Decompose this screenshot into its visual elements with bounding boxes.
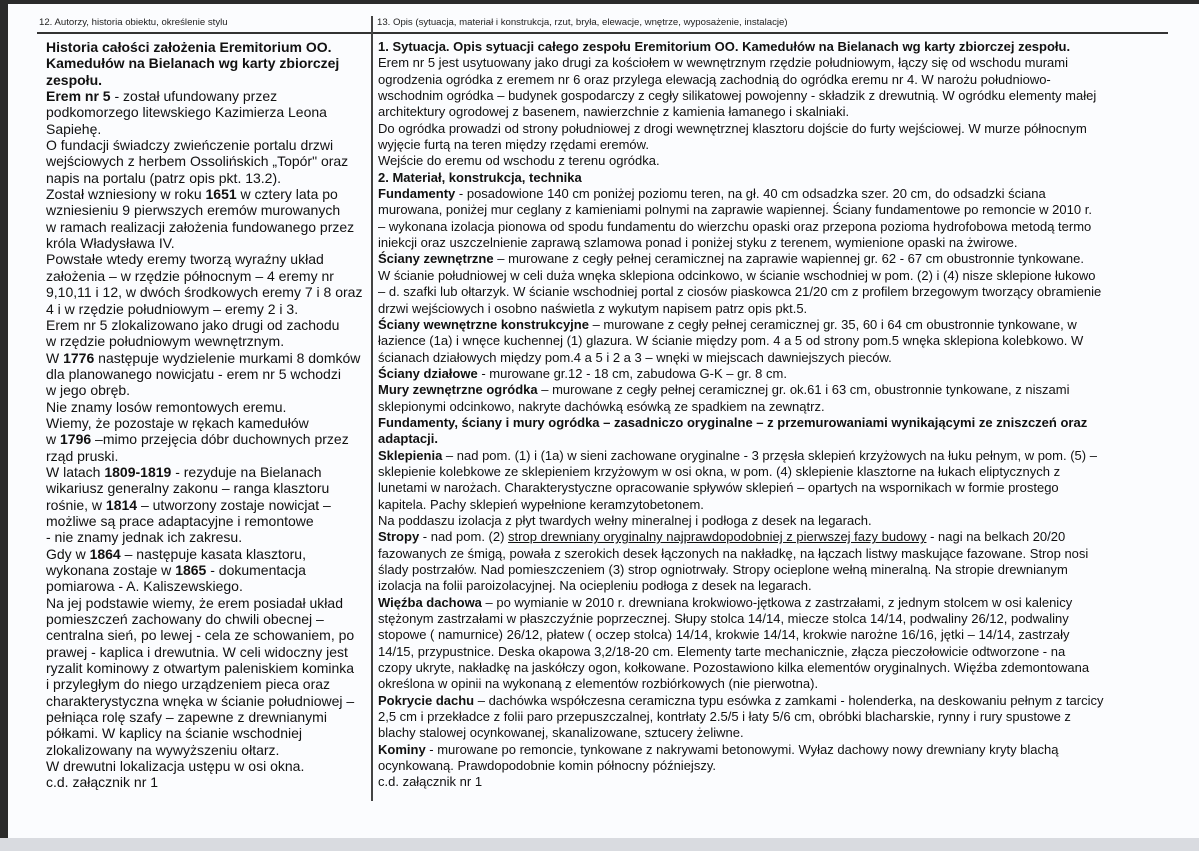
bold-text: 1651 — [205, 186, 237, 203]
text-line — [46, 284, 368, 300]
text: W drewutni lokalizacja ustępu w osi okna. — [46, 758, 305, 775]
text: murowana, poniżej mur ceglany z kamieniami polnymi na zaprawie wapiennej. Ściany fundamentowe po remoncie w 2010 r. — [378, 202, 1092, 218]
text: fazowanych ze śmigą, powała z szerokich desek łączonych na nakładkę, na łączach listwy maskujące fazowane. Strop nosi — [378, 545, 1089, 561]
text: W latach — [46, 463, 105, 480]
text-line — [378, 399, 1168, 415]
text-line — [378, 39, 1168, 55]
text-line — [46, 186, 368, 202]
text: Wiemy, że pozostaje w rękach kamedułów — [46, 414, 309, 431]
text: – murowane z cegły pełnej ceramicznej na zaprawie wapiennej gr. 62 - 67 cm obustronnie tynkowane. — [493, 251, 1084, 267]
text-line — [378, 513, 1168, 529]
header-rule — [37, 32, 1168, 34]
column-divider — [371, 16, 373, 801]
text-line — [46, 480, 368, 496]
text: półkami. W kaplicy na ścianie wschodniej — [46, 725, 302, 742]
text-line — [46, 448, 368, 464]
text-line — [378, 725, 1168, 741]
bold-text: Stropy — [378, 529, 420, 545]
text: charakterystyczna wnęka w ścianie południowej – — [46, 692, 355, 709]
text-line — [46, 170, 368, 186]
description-column — [378, 39, 1168, 791]
text-line — [46, 725, 368, 741]
text-line — [46, 121, 368, 137]
text-line — [378, 88, 1168, 104]
bold-text: 1. Sytuacja. Opis sytuacji całego zespołu Eremitorium OO. Kamedułów na Bielanach wg karty zbiorczej zespołu. — [378, 39, 1071, 54]
text-line — [46, 497, 368, 513]
text-line — [46, 644, 368, 660]
text-line — [46, 104, 368, 120]
text: w — [46, 431, 60, 448]
text-line — [46, 39, 368, 55]
text: 14/15, przypustnice. Deska okapowa 3,2/18-20 cm. Elementy tarte mechanicznie, złącza pieczołowicie odtworzone - na — [378, 643, 1066, 659]
text-line — [378, 284, 1168, 300]
text: rośnie, w — [46, 496, 106, 513]
bold-text: 1776 — [63, 349, 95, 366]
text-line — [378, 758, 1168, 774]
text: pomieszczeń zachowany do chwili obecnej – — [46, 611, 324, 628]
bold-text: 1864 — [89, 545, 121, 562]
bold-text: 1809-1819 — [104, 463, 172, 480]
text: iniekcji oraz uszczelnienie zaprawą szlamowa ponad i poniżej styku z terenem, wymienione opaski na żwirowe. — [378, 235, 1018, 251]
text: wikariusz generalny zakonu – ranga klasztoru — [46, 480, 330, 497]
section-12-header: 12. Autorzy, historia obiektu, określenie stylu — [39, 17, 228, 28]
text-line — [378, 251, 1168, 267]
text: dla planowanego nowicjatu - erem nr 5 wchodzi — [46, 365, 341, 382]
bold-text: Więźba dachowa — [378, 594, 482, 610]
text-line — [378, 55, 1168, 71]
bold-text: 1865 — [175, 562, 207, 578]
bold-text: Historia całości założenia Eremitorium OO. — [46, 39, 332, 55]
text: - dokumentacja — [206, 562, 306, 578]
text: podkomorzego litewskiego Kazimierza Leona — [46, 104, 327, 121]
text-line — [378, 202, 1168, 218]
bold-text: Erem nr 5 — [46, 88, 111, 105]
text: Do ogródka prowadzi od strony południowej z drogi wewnętrznej klasztoru dojście do furty wejściowej. W murze północnym — [378, 120, 1087, 136]
text: wschodnim ogródka – budynek gospodarczy z cegły silikatowej powojenny - składzik z drewutnią. W ogródku elementy małej — [378, 88, 1097, 104]
text-line — [378, 627, 1168, 643]
text-line — [378, 546, 1168, 562]
text: – d. szafki lub ołtarzyk. W ścianie wschodniej portal z ciosów piaskowca 21/20 cm z profilem brzegowym tworzący obramienie — [378, 284, 1102, 300]
bold-text: Kominy — [378, 741, 426, 757]
text-line — [378, 121, 1168, 137]
text: Nie znamy losów remontowych eremu. — [46, 398, 287, 415]
text: – murowane z cegły pełnej ceramicznej gr. 35, 60 i 64 cm obustronnie tynkowane, w — [588, 316, 1077, 332]
text-line — [378, 301, 1168, 317]
text: ogrodzenia ogródka z eremem nr 6 oraz przylega elewacją zachodnią do ogródka eremu nr 4. W narożu południowo- — [378, 71, 1051, 87]
bold-text: Ściany działowe — [378, 365, 478, 381]
text: - rezyduje na Bielanach — [171, 463, 322, 480]
text-line — [46, 660, 368, 676]
text-line — [378, 660, 1168, 676]
text: napis na portalu (patrz opis pkt. 13.2). — [46, 169, 282, 186]
text-line — [46, 366, 368, 382]
text: określona w opinii na wykonaną z elementów rozbiórkowych (nie pierwotna). — [378, 676, 819, 692]
text: stężonym zastrzałami w płaszczyźnie poprzecznej. Słupy stolca 14/14, miecze stolca 14/14, podwaliny 26/12, podwaliny — [378, 611, 1069, 627]
text-line — [378, 676, 1168, 692]
text-line — [46, 562, 368, 578]
text-line — [46, 235, 368, 251]
text-line — [46, 742, 368, 758]
text-line — [46, 72, 368, 88]
text: izolacja na folii paroizolacyjnej. Na ociepleniu podłoga z desek na legarach. — [378, 578, 812, 594]
bold-text: Mury zewnętrzne ogródka — [378, 382, 538, 398]
text: O fundacji świadczy zwieńczenie portalu drzwi — [46, 137, 334, 154]
text-line — [378, 611, 1168, 627]
text: W — [46, 349, 64, 366]
text: w rzędzie południowym wewnętrznym. — [46, 333, 285, 350]
text: wyjęcie furtą na teren między rzędami eremów. — [378, 137, 649, 153]
text: – następuje kasata klasztoru, — [120, 545, 306, 562]
text: lunetami w narożach. Charakterystyczne opracowanie spływów sklepień – opartych na wspornikach w formie prostego — [378, 480, 1059, 496]
text: architektury ogrodowej z basenem, nawierzchnie z kamienia łamanego i skalniaki. — [378, 104, 850, 120]
text-line — [378, 317, 1168, 333]
text-line — [378, 431, 1168, 447]
text-line — [46, 578, 368, 594]
text: Na poddaszu izolacja z płyt twardych wełny mineralnej i podłoga z desek na legarach. — [378, 512, 872, 528]
text: 2,5 cm i przekładce z folii paro przepuszczalnej, kontrłaty 2.5/5 i łaty 5/6 cm, obróbki blacharskie, rynny i rury spustowe z — [378, 709, 1071, 725]
text: w ramach realizacji założenia fundowanego przez — [46, 218, 355, 235]
text-line — [46, 382, 368, 398]
text: c.d. załącznik nr 1 — [46, 774, 159, 791]
text-line — [46, 333, 368, 349]
text-line — [378, 497, 1168, 513]
text-line — [46, 55, 368, 71]
text: ścianach działowych między pom.4 a 5 i 2 a 3 – wnęki w miejscach dawniejszych pieców. — [378, 349, 892, 365]
text: – utworzony zostaje nowicjat – — [137, 496, 331, 513]
text: sklepionymi odcinkowo, nakryte dachówką esówką ze spadkiem na zewnątrz. — [378, 398, 825, 414]
text-line — [46, 88, 368, 104]
text-line — [378, 72, 1168, 88]
text: - murowane po remoncie, tynkowane z nakrywami betonowymi. Wyłaz dachowy nowy drewniany kryty blachą — [425, 741, 1059, 757]
text-line — [46, 758, 368, 774]
bold-text: Ściany wewnętrzne konstrukcyjne — [378, 316, 589, 332]
text: - nagi na belkach 20/20 — [926, 529, 1066, 545]
text-line — [46, 268, 368, 284]
text: wykonana zostaje w — [46, 562, 176, 578]
bold-text: Fundamenty, ściany i mury ogródka – zasadniczo oryginalne – z przemurowaniami wynikającymi ze zniszczeń oraz — [378, 414, 1088, 430]
text: W ścianie południowej w celi duża wnęka sklepiona odcinkowo, w ścianie wschodniej w pom. (2) i (4) nisze sklepione łukowo — [378, 267, 1096, 283]
text-line — [46, 153, 368, 169]
text-line — [46, 137, 368, 153]
text-line — [46, 529, 368, 545]
text-line — [46, 611, 368, 627]
text-line — [46, 627, 368, 643]
text: – po wymianie w 2010 r. drewniana krokwiowo-jętkowa z zastrzałami, z jednym stolcem w osi kalenicy — [481, 594, 1073, 610]
text: Erem nr 5 zlokalizowano jako drugi od zachodu — [46, 316, 340, 333]
text: czopy ukryte, nakładkę na jaskółczy ogon, kołkowane. Pozostawiono kilka elementów oryginalnych. Więźba zdemontowana — [378, 660, 1090, 676]
text-line — [46, 202, 368, 218]
text-line — [378, 268, 1168, 284]
text-line — [378, 415, 1168, 431]
bold-text: 2. Materiał, konstrukcja, technika — [378, 169, 582, 185]
text: w cztery lata po — [236, 186, 338, 203]
text-line — [378, 104, 1168, 120]
text-line — [46, 415, 368, 431]
text: 9,10,11 i 12, w dwóch środkowych eremy 7 i 8 oraz — [46, 284, 363, 301]
text: - nad pom. (2) — [419, 529, 509, 545]
text: w jego obręb. — [46, 382, 131, 399]
history-column — [46, 39, 368, 791]
text-line — [378, 578, 1168, 594]
bold-text: Kamedułów na Bielanach wg karty zbiorczej — [46, 55, 340, 72]
text: blachy stalowej ocynkowanej, skanalizowane, sztucery żeliwne. — [378, 725, 744, 741]
text-line — [378, 709, 1168, 725]
bold-text: adaptacji. — [378, 431, 438, 447]
text: Na jej podstawie wiemy, że erem posiadał układ — [46, 594, 343, 611]
text-line — [378, 153, 1168, 169]
text-line — [46, 399, 368, 415]
text: - posadowione 140 cm poniżej poziomu teren, na gł. 40 cm odsadzka szer. 20 cm, do odsadzki ściana — [455, 186, 1046, 202]
text: – nad pom. (1) i (1a) w sieni zachowane oryginalne - 3 przęsła sklepień krzyżowych na łuku pełnym, w pom. (5) – — [442, 447, 1097, 463]
text-line — [378, 448, 1168, 464]
text: – dachówka współczesna ceramiczna typu esówka z zamkami - holenderka, na deskowaniu pełnym z tarcicy — [474, 692, 1104, 708]
text: – wykonana izolacja pionowa od spodu fundamentu do wierzchu opaski oraz przepona pozioma hydrofobowa metodą termo — [378, 218, 1092, 234]
text-line — [46, 464, 368, 480]
text-line — [378, 186, 1168, 202]
text-line — [46, 774, 368, 790]
underlined-text: strop drewniany oryginalny najprawdopodobniej z pierwszej fazy budowy — [508, 529, 927, 545]
bold-text: Ściany zewnętrzne — [378, 251, 494, 267]
text-line — [378, 595, 1168, 611]
text: ryzalit kominowy z otwartym paleniskiem kominka — [46, 660, 355, 677]
text-line — [378, 644, 1168, 660]
text: –mimo przejęcia dóbr duchownych przez — [91, 431, 349, 448]
text-line — [378, 137, 1168, 153]
text: Powstałe wtedy eremy tworzą wyraźny układ — [46, 251, 324, 268]
text-line — [378, 170, 1168, 186]
text-line — [378, 366, 1168, 382]
text: pełniąca rolę szafy – zapewne z drewnianymi — [46, 709, 327, 726]
text-line — [46, 693, 368, 709]
text: Sapiehę. — [46, 120, 102, 137]
section-13-header: 13. Opis (sytuacja, materiał i konstrukcja, rzut, bryła, elewacje, wnętrze, wyposażenie, instalacje) — [377, 17, 788, 28]
text: centralna sień, po lewej - cela ze schowaniem, po — [46, 627, 355, 644]
text: 4 i w rzędzie południowym – eremy 2 i 3. — [46, 300, 299, 317]
text-line — [378, 774, 1168, 790]
text-line — [46, 301, 368, 317]
text: Wejście do eremu od wschodu z terenu ogródka. — [378, 153, 660, 169]
text-line — [46, 350, 368, 366]
text-line — [46, 546, 368, 562]
text-line — [46, 431, 368, 447]
text: sklepienie kolebkowe ze sklepieniem krzyżowym w osi okna, w pom. (4) sklepienie klasztorne na łukach eliptycznych z — [378, 463, 1061, 479]
text: stopowe ( namurnice) 26/12, płatew ( oczep stolca) 14/14, krokwie 14/14, krokwie narożne 16/16, jętki – 14/14, zastrzały — [378, 627, 1070, 643]
text: następuje wydzielenie murkami 8 domków — [94, 349, 361, 366]
text-line — [46, 219, 368, 235]
text: - został ufundowany przez — [110, 88, 278, 105]
text: kapitela. Pachy sklepień wypełnione keramzytobetonem. — [378, 496, 704, 512]
bold-text: Fundamenty — [378, 186, 456, 202]
bold-text: zespołu. — [46, 71, 103, 88]
text-line — [378, 333, 1168, 349]
text: wejściowych z herbem Ossolińskich „Topór" oraz — [46, 153, 349, 170]
scan-bottom-edge — [0, 838, 1199, 851]
text-line — [378, 529, 1168, 545]
text: Erem nr 5 jest usytuowany jako drugi za kościołem w wewnętrznym rzędzie południowym, łączy się od wschodu murami — [378, 55, 1068, 71]
text-line — [46, 676, 368, 692]
text-line — [378, 742, 1168, 758]
text-line — [46, 709, 368, 725]
text: rząd pruski. — [46, 447, 119, 464]
text: prawej - kaplica i drewutnia. W celi widoczny jest — [46, 643, 348, 660]
text: ocynkowaną. Prawdopodobnie komin północny późniejszy. — [378, 758, 716, 774]
text: c.d. załącznik nr 1 — [378, 774, 483, 790]
text: Został wzniesiony w roku — [46, 186, 206, 203]
text-line — [378, 480, 1168, 496]
text: – murowane z cegły pełnej ceramicznej gr. ok.61 i 63 cm, obustronnie tynkowane, z niszami — [537, 382, 1070, 398]
bold-text: Pokrycie dachu — [378, 692, 475, 708]
text: i przyległym do niego urządzeniem pieca oraz — [46, 676, 331, 693]
text: łazience (1a) i wnęce kuchennej (1) glazura. W ścianie między pom. 4 a 5 od strony pom.5 wnęka sklepiona kolebkowo. W — [378, 333, 1084, 349]
text: - nie znamy jednak ich zakresu. — [46, 529, 243, 546]
text: Gdy w — [46, 545, 90, 562]
text-line — [46, 317, 368, 333]
text: drzwi wejściowych i osobno naświetla z wykutym napisem patrz opis pkt.5. — [378, 300, 808, 316]
text-line — [378, 350, 1168, 366]
text: zlokalizowany na wywyższeniu ołtarz. — [46, 741, 280, 758]
text: króla Władysława IV. — [46, 235, 175, 252]
text-line — [378, 235, 1168, 251]
text: ślady postrzałów. Nad pomieszczeniem (3) strop ogniotrwały. Stropy ocieplone wełną mineralną. Na stropie drewnianym — [378, 562, 1068, 577]
bold-text: 1814 — [105, 496, 138, 513]
text-line — [46, 513, 368, 529]
text-line — [46, 251, 368, 267]
text-line — [378, 382, 1168, 398]
text-line — [378, 464, 1168, 480]
text-line — [378, 562, 1168, 578]
bold-text: 1796 — [60, 431, 92, 448]
text: pomiarowa - A. Kaliszewskiego. — [46, 578, 243, 595]
text: wzniesieniu 9 pierwszych eremów murowanych — [46, 202, 341, 219]
text-line — [378, 219, 1168, 235]
text: możliwe są prace adaptacyjne i remontowe — [46, 512, 314, 529]
text: założenia – w rzędzie północnym – 4 eremy nr — [46, 267, 334, 284]
bold-text: Sklepienia — [378, 447, 443, 463]
text-line — [378, 693, 1168, 709]
text: - murowane gr.12 - 18 cm, zabudowa G-K – gr. 8 cm. — [477, 365, 787, 381]
text-line — [46, 595, 368, 611]
